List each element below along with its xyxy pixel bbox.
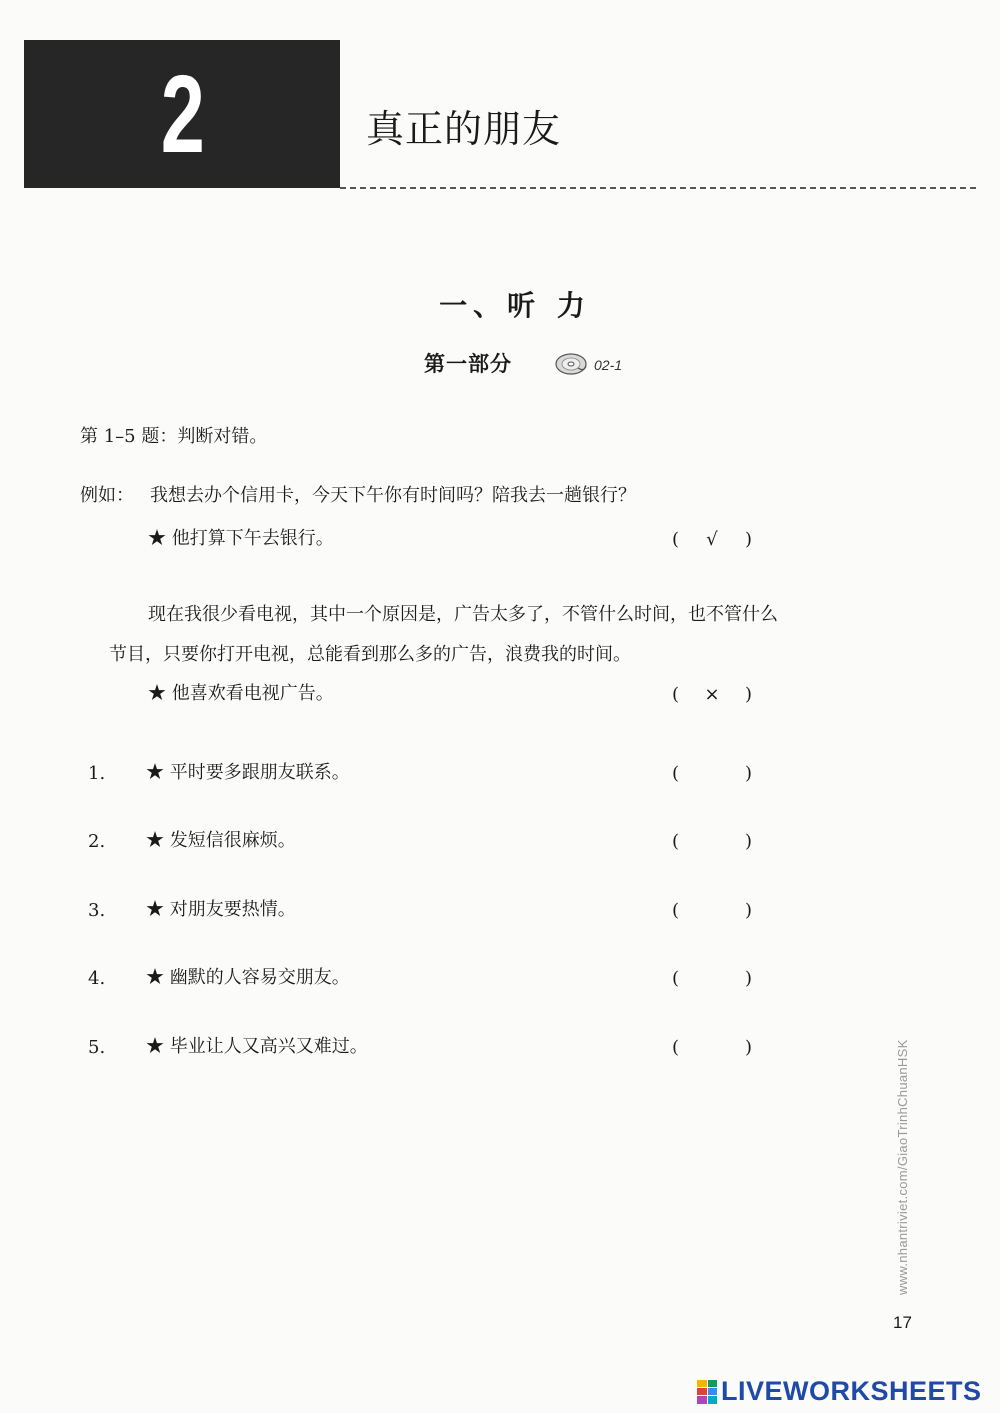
paren-close: ) [744, 968, 752, 989]
section-heading: 一、听 力 [439, 289, 591, 322]
lesson-number: 2 [160, 52, 204, 176]
answer-slot[interactable] [679, 763, 745, 784]
example1-answer-box [672, 529, 752, 550]
example2-statement: ★ 他喜欢看电视广告。 [148, 683, 334, 704]
logo-tiles-icon [697, 1380, 717, 1404]
paren-close: ) [744, 763, 752, 784]
example2-answer-box [672, 684, 752, 705]
audio-cd-icon[interactable] [554, 352, 588, 376]
paren-open: ( [672, 684, 680, 705]
paren-open: ( [672, 831, 680, 852]
answer-slot[interactable] [679, 831, 745, 852]
answer-box-4[interactable] [672, 968, 752, 989]
paren-open: ( [672, 968, 680, 989]
check-mark: √ [706, 529, 718, 550]
answer-box-5[interactable] [672, 1037, 752, 1058]
logo-text: LIVEWORKSHEETS [721, 1376, 982, 1406]
question-statement: ★ 毕业让人又高兴又难过。 [146, 1036, 368, 1057]
liveworksheets-logo[interactable] [697, 1378, 982, 1405]
question-number: 1. [88, 763, 106, 784]
paren-close: ) [744, 900, 752, 921]
instructions: 第 1–5 题：判断对错。 [80, 426, 268, 447]
paren-close: ) [744, 831, 752, 852]
question-statement: ★ 平时要多跟朋友联系。 [146, 762, 350, 783]
example-label: 例如： [80, 485, 134, 506]
example1-text: 我想去办个信用卡，今天下午你有时间吗？陪我去一趟银行？ [150, 485, 636, 506]
answer-slot[interactable] [679, 968, 745, 989]
paren-open: ( [672, 900, 680, 921]
paren-open: ( [672, 1037, 680, 1058]
example1-statement: ★ 他打算下午去银行。 [148, 528, 334, 549]
lesson-number-block [24, 40, 340, 188]
header-divider [340, 187, 976, 189]
answer-slot[interactable] [679, 1037, 745, 1058]
publisher-watermark: www.nhantriviet.com/GiaoTrinhChuanHSK [895, 1039, 910, 1295]
question-number: 3. [88, 900, 106, 921]
example2-line1: 现在我很少看电视，其中一个原因是，广告太多了，不管什么时间，也不管什么 [148, 604, 778, 625]
question-number: 4. [88, 968, 106, 989]
paren-open: ( [672, 529, 680, 550]
answer-box-1[interactable] [672, 763, 752, 784]
question-statement: ★ 发短信很麻烦。 [146, 830, 296, 851]
question-statement: ★ 对朋友要热情。 [146, 899, 296, 920]
question-number: 5. [88, 1037, 106, 1058]
page-number: 17 [893, 1313, 912, 1332]
paren-close: ) [744, 1037, 752, 1058]
paren-close: ) [744, 684, 752, 705]
paren-close: ) [744, 529, 752, 550]
answer-box-3[interactable] [672, 900, 752, 921]
example2-line2: 节目，只要你打开电视，总能看到那么多的广告，浪费我的时间。 [109, 644, 631, 665]
answer-box-2[interactable] [672, 831, 752, 852]
question-number: 2. [88, 831, 106, 852]
lesson-title: 真正的朋友 [366, 107, 562, 151]
answer-slot[interactable] [679, 900, 745, 921]
question-statement: ★ 幽默的人容易交朋友。 [146, 967, 350, 988]
audio-track-code: 02-1 [594, 357, 623, 373]
paren-open: ( [672, 763, 680, 784]
part-heading: 第一部分 [424, 352, 512, 376]
cross-mark: × [704, 684, 720, 705]
